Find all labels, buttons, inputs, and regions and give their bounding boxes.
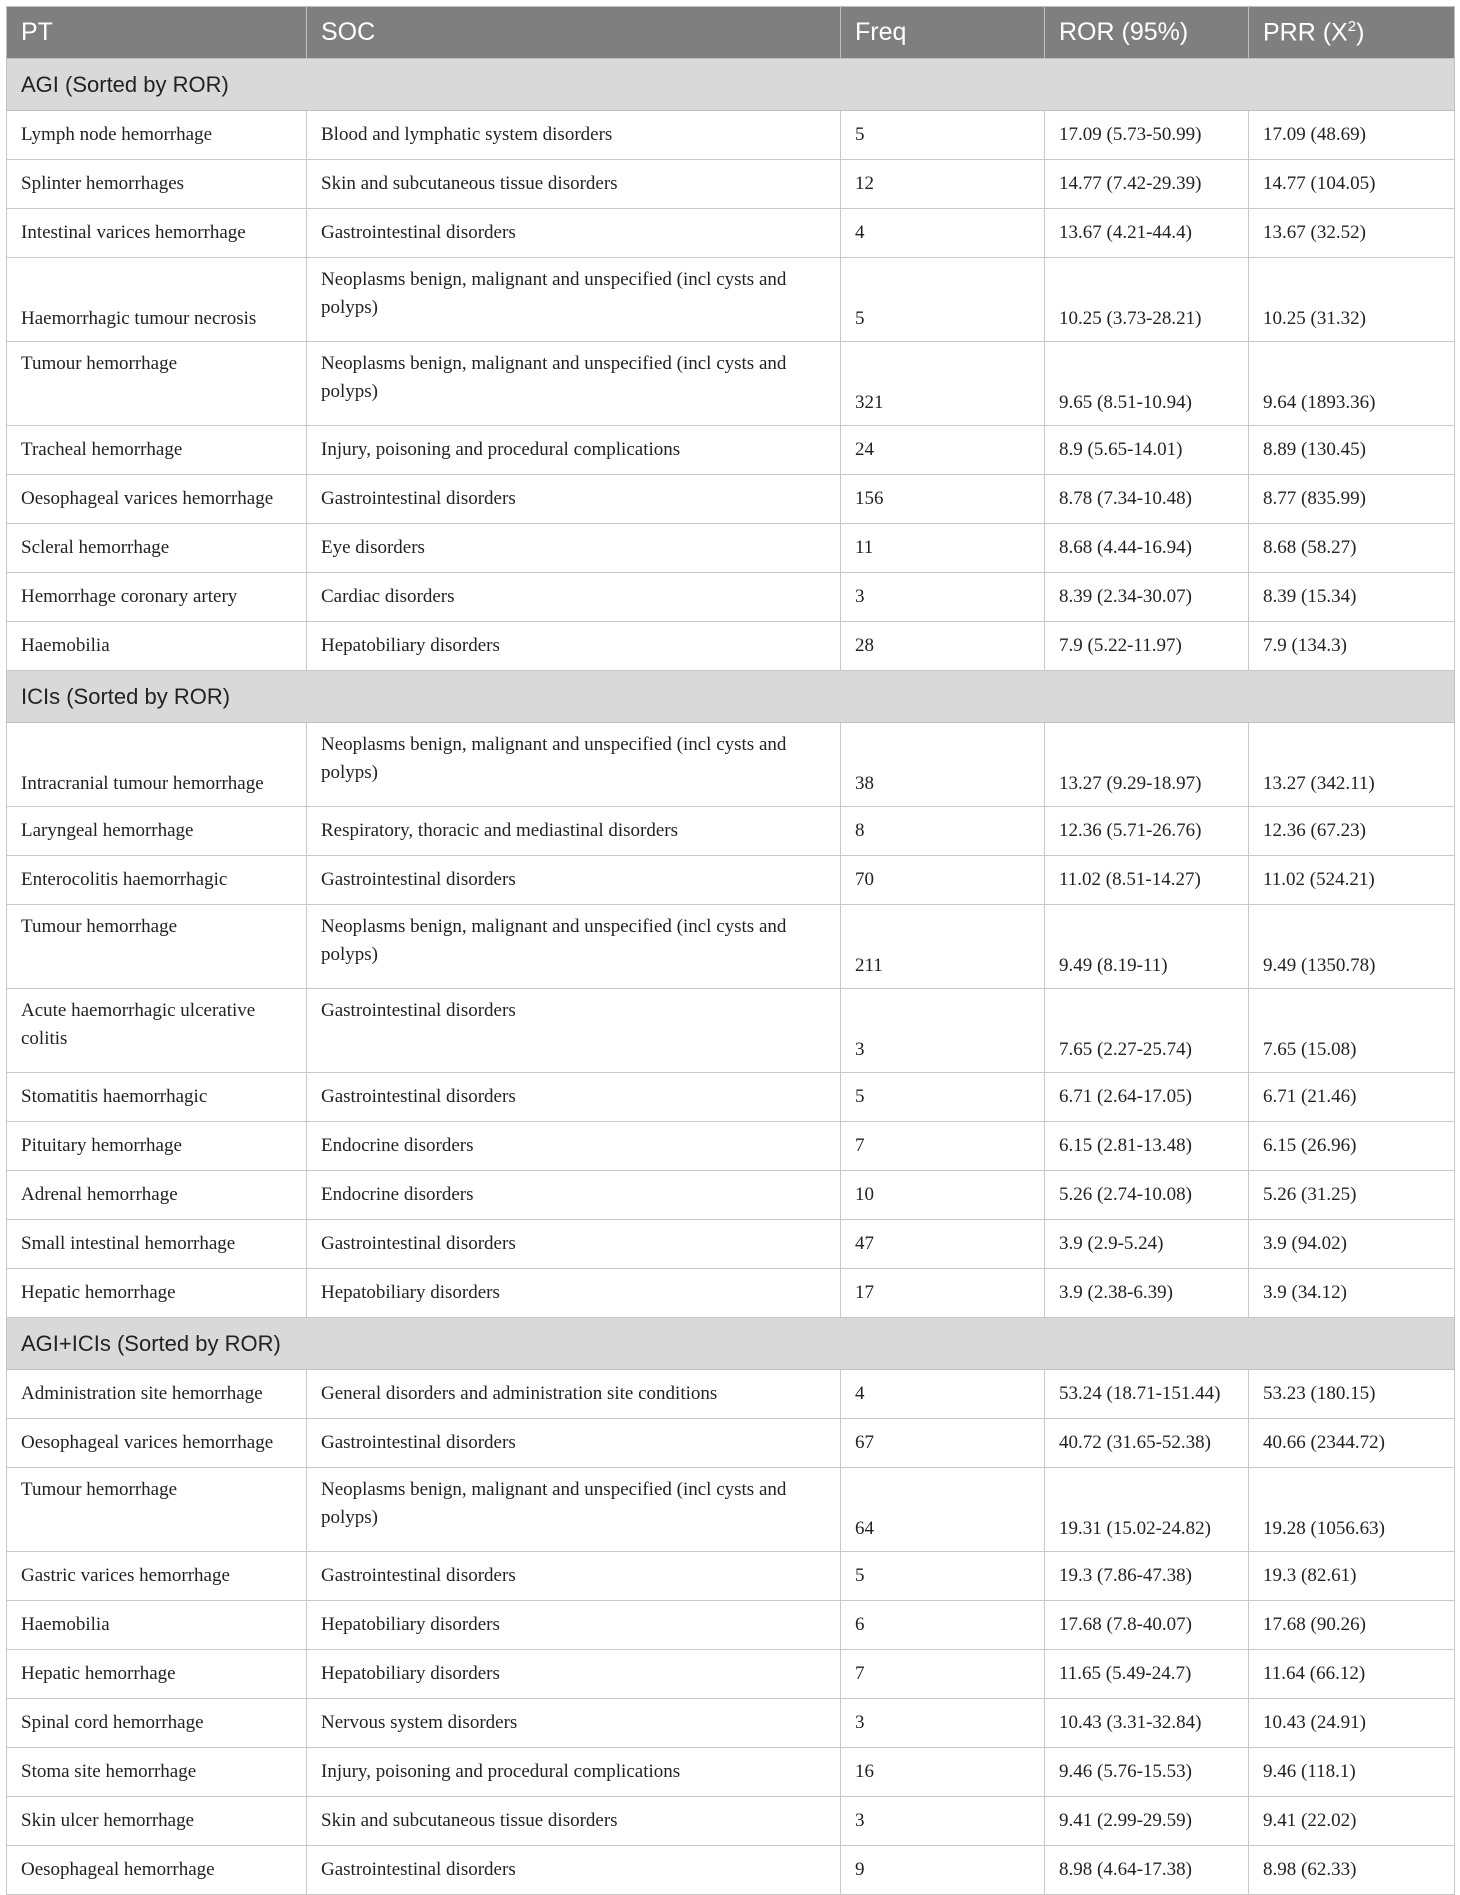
cell-prr: 17.09 (48.69)	[1249, 111, 1455, 160]
cell-pt: Laryngeal hemorrhage	[7, 807, 307, 856]
cell-ror: 9.41 (2.99-29.59)	[1045, 1797, 1249, 1846]
cell-soc: Injury, poisoning and procedural complications	[307, 1748, 841, 1797]
cell-pt: Haemobilia	[7, 622, 307, 671]
cell-freq: 17	[841, 1269, 1045, 1318]
header-prr-close: )	[1356, 18, 1365, 47]
table-row	[7, 1797, 1455, 1846]
cell-pt: Acute haemorrhagic ulcerative colitis	[7, 989, 307, 1073]
cell-freq: 211	[841, 905, 1045, 989]
cell-ror: 12.36 (5.71-26.76)	[1045, 807, 1249, 856]
cell-pt: Enterocolitis haemorrhagic	[7, 856, 307, 905]
cell-freq: 70	[841, 856, 1045, 905]
cell-ror: 40.72 (31.65-52.38)	[1045, 1419, 1249, 1468]
cell-ror: 7.65 (2.27-25.74)	[1045, 989, 1249, 1073]
cell-freq: 5	[841, 1073, 1045, 1122]
cell-freq: 24	[841, 426, 1045, 475]
cell-prr: 19.3 (82.61)	[1249, 1552, 1455, 1601]
table-row	[7, 1468, 1455, 1552]
cell-pt: Intestinal varices hemorrhage	[7, 209, 307, 258]
cell-pt: Adrenal hemorrhage	[7, 1171, 307, 1220]
cell-pt: Tracheal hemorrhage	[7, 426, 307, 475]
cell-prr: 9.64 (1893.36)	[1249, 342, 1455, 426]
table-row	[7, 1370, 1455, 1419]
header-prr	[1249, 7, 1455, 59]
cell-ror: 8.39 (2.34-30.07)	[1045, 573, 1249, 622]
cell-pt: Oesophageal varices hemorrhage	[7, 475, 307, 524]
cell-prr: 13.67 (32.52)	[1249, 209, 1455, 258]
cell-pt: Oesophageal hemorrhage	[7, 1846, 307, 1895]
table-row	[7, 1122, 1455, 1171]
cell-pt: Hemorrhage coronary artery	[7, 573, 307, 622]
table-row	[7, 622, 1455, 671]
cell-ror: 19.3 (7.86-47.38)	[1045, 1552, 1249, 1601]
cell-ror: 8.9 (5.65-14.01)	[1045, 426, 1249, 475]
cell-pt: Skin ulcer hemorrhage	[7, 1797, 307, 1846]
section-header-row	[7, 1318, 1455, 1370]
cell-ror: 3.9 (2.38-6.39)	[1045, 1269, 1249, 1318]
table-row	[7, 807, 1455, 856]
cell-ror: 8.78 (7.34-10.48)	[1045, 475, 1249, 524]
cell-soc: Neoplasms benign, malignant and unspecified (incl cysts and polyps)	[307, 1468, 841, 1552]
cell-prr: 19.28 (1056.63)	[1249, 1468, 1455, 1552]
table-row	[7, 1650, 1455, 1699]
cell-ror: 7.9 (5.22-11.97)	[1045, 622, 1249, 671]
cell-ror: 5.26 (2.74-10.08)	[1045, 1171, 1249, 1220]
cell-prr: 17.68 (90.26)	[1249, 1601, 1455, 1650]
cell-soc: Endocrine disorders	[307, 1122, 841, 1171]
header-prr-text: PRR (X	[1263, 18, 1348, 47]
cell-freq: 12	[841, 160, 1045, 209]
cell-freq: 9	[841, 1846, 1045, 1895]
cell-ror: 11.02 (8.51-14.27)	[1045, 856, 1249, 905]
cell-ror: 9.65 (8.51-10.94)	[1045, 342, 1249, 426]
cell-prr: 7.9 (134.3)	[1249, 622, 1455, 671]
section-title: AGI+ICIs (Sorted by ROR)	[7, 1318, 1455, 1370]
cell-pt: Tumour hemorrhage	[7, 342, 307, 426]
table-row	[7, 1073, 1455, 1122]
cell-pt: Hepatic hemorrhage	[7, 1269, 307, 1318]
table-row	[7, 524, 1455, 573]
table-row	[7, 1699, 1455, 1748]
cell-prr: 7.65 (15.08)	[1249, 989, 1455, 1073]
cell-soc: Neoplasms benign, malignant and unspecified (incl cysts and polyps)	[307, 723, 841, 807]
cell-ror: 6.15 (2.81-13.48)	[1045, 1122, 1249, 1171]
cell-soc: Gastrointestinal disorders	[307, 475, 841, 524]
cell-ror: 17.68 (7.8-40.07)	[1045, 1601, 1249, 1650]
cell-pt: Administration site hemorrhage	[7, 1370, 307, 1419]
table-row	[7, 111, 1455, 160]
cell-soc: General disorders and administration site conditions	[307, 1370, 841, 1419]
table-row	[7, 1269, 1455, 1318]
cell-soc: Endocrine disorders	[307, 1171, 841, 1220]
cell-freq: 16	[841, 1748, 1045, 1797]
cell-freq: 47	[841, 1220, 1045, 1269]
cell-pt: Scleral hemorrhage	[7, 524, 307, 573]
header-prr-superscript: 2	[1347, 17, 1357, 35]
cell-prr: 40.66 (2344.72)	[1249, 1419, 1455, 1468]
cell-ror: 10.43 (3.31-32.84)	[1045, 1699, 1249, 1748]
cell-prr: 13.27 (342.11)	[1249, 723, 1455, 807]
table-row	[7, 1419, 1455, 1468]
section-header-row	[7, 59, 1455, 111]
cell-prr: 8.77 (835.99)	[1249, 475, 1455, 524]
cell-freq: 28	[841, 622, 1045, 671]
cell-ror: 17.09 (5.73-50.99)	[1045, 111, 1249, 160]
cell-prr: 5.26 (31.25)	[1249, 1171, 1455, 1220]
cell-ror: 8.98 (4.64-17.38)	[1045, 1846, 1249, 1895]
cell-freq: 67	[841, 1419, 1045, 1468]
table-row	[7, 1601, 1455, 1650]
cell-ror: 13.67 (4.21-44.4)	[1045, 209, 1249, 258]
cell-soc: Hepatobiliary disorders	[307, 1650, 841, 1699]
cell-pt: Lymph node hemorrhage	[7, 111, 307, 160]
cell-prr: 3.9 (94.02)	[1249, 1220, 1455, 1269]
cell-freq: 5	[841, 111, 1045, 160]
table-row	[7, 342, 1455, 426]
cell-pt: Small intestinal hemorrhage	[7, 1220, 307, 1269]
cell-prr: 53.23 (180.15)	[1249, 1370, 1455, 1419]
table-body	[7, 59, 1455, 1895]
cell-freq: 4	[841, 1370, 1045, 1419]
table-row	[7, 905, 1455, 989]
table-row	[7, 1552, 1455, 1601]
cell-pt: Splinter hemorrhages	[7, 160, 307, 209]
cell-ror: 9.49 (8.19-11)	[1045, 905, 1249, 989]
table-row	[7, 475, 1455, 524]
cell-ror: 11.65 (5.49-24.7)	[1045, 1650, 1249, 1699]
cell-soc: Hepatobiliary disorders	[307, 1269, 841, 1318]
cell-prr: 12.36 (67.23)	[1249, 807, 1455, 856]
cell-pt: Pituitary hemorrhage	[7, 1122, 307, 1171]
cell-ror: 19.31 (15.02-24.82)	[1045, 1468, 1249, 1552]
cell-soc: Neoplasms benign, malignant and unspecified (incl cysts and polyps)	[307, 342, 841, 426]
cell-soc: Neoplasms benign, malignant and unspecified (incl cysts and polyps)	[307, 258, 841, 342]
table-row	[7, 1171, 1455, 1220]
cell-pt: Tumour hemorrhage	[7, 1468, 307, 1552]
cell-prr: 6.15 (26.96)	[1249, 1122, 1455, 1171]
cell-pt: Spinal cord hemorrhage	[7, 1699, 307, 1748]
cell-soc: Gastrointestinal disorders	[307, 989, 841, 1073]
cell-prr: 8.98 (62.33)	[1249, 1846, 1455, 1895]
header-row	[7, 7, 1455, 59]
cell-soc: Gastrointestinal disorders	[307, 209, 841, 258]
cell-pt: Stomatitis haemorrhagic	[7, 1073, 307, 1122]
table-row	[7, 1220, 1455, 1269]
cell-pt: Hepatic hemorrhage	[7, 1650, 307, 1699]
cell-freq: 64	[841, 1468, 1045, 1552]
cell-soc: Skin and subcutaneous tissue disorders	[307, 160, 841, 209]
cell-prr: 6.71 (21.46)	[1249, 1073, 1455, 1122]
table-row	[7, 1748, 1455, 1797]
cell-soc: Gastrointestinal disorders	[307, 1419, 841, 1468]
section-header-row	[7, 671, 1455, 723]
cell-prr: 10.25 (31.32)	[1249, 258, 1455, 342]
cell-soc: Gastrointestinal disorders	[307, 1846, 841, 1895]
cell-soc: Gastrointestinal disorders	[307, 1073, 841, 1122]
table-row	[7, 209, 1455, 258]
cell-prr: 14.77 (104.05)	[1249, 160, 1455, 209]
cell-soc: Injury, poisoning and procedural complications	[307, 426, 841, 475]
cell-soc: Gastrointestinal disorders	[307, 1552, 841, 1601]
cell-soc: Blood and lymphatic system disorders	[307, 111, 841, 160]
cell-ror: 3.9 (2.9-5.24)	[1045, 1220, 1249, 1269]
cell-soc: Cardiac disorders	[307, 573, 841, 622]
cell-prr: 8.89 (130.45)	[1249, 426, 1455, 475]
cell-soc: Skin and subcutaneous tissue disorders	[307, 1797, 841, 1846]
cell-pt: Intracranial tumour hemorrhage	[7, 723, 307, 807]
cell-freq: 321	[841, 342, 1045, 426]
cell-freq: 3	[841, 573, 1045, 622]
cell-ror: 6.71 (2.64-17.05)	[1045, 1073, 1249, 1122]
cell-freq: 7	[841, 1122, 1045, 1171]
header-ror: ROR (95%)	[1045, 7, 1249, 59]
cell-freq: 5	[841, 1552, 1045, 1601]
cell-soc: Nervous system disorders	[307, 1699, 841, 1748]
cell-soc: Neoplasms benign, malignant and unspecified (incl cysts and polyps)	[307, 905, 841, 989]
cell-prr: 9.49 (1350.78)	[1249, 905, 1455, 989]
cell-freq: 10	[841, 1171, 1045, 1220]
cell-freq: 3	[841, 1797, 1045, 1846]
cell-freq: 7	[841, 1650, 1045, 1699]
cell-prr: 8.39 (15.34)	[1249, 573, 1455, 622]
results-table-container	[6, 6, 1454, 1895]
cell-pt: Gastric varices hemorrhage	[7, 1552, 307, 1601]
cell-soc: Hepatobiliary disorders	[307, 1601, 841, 1650]
cell-soc: Gastrointestinal disorders	[307, 1220, 841, 1269]
table-row	[7, 160, 1455, 209]
cell-soc: Gastrointestinal disorders	[307, 856, 841, 905]
cell-freq: 156	[841, 475, 1045, 524]
cell-prr: 9.41 (22.02)	[1249, 1797, 1455, 1846]
cell-freq: 8	[841, 807, 1045, 856]
table-row	[7, 1846, 1455, 1895]
header-freq: Freq	[841, 7, 1045, 59]
cell-prr: 11.64 (66.12)	[1249, 1650, 1455, 1699]
cell-ror: 8.68 (4.44-16.94)	[1045, 524, 1249, 573]
table-row	[7, 723, 1455, 807]
section-title: ICIs (Sorted by ROR)	[7, 671, 1455, 723]
cell-soc: Hepatobiliary disorders	[307, 622, 841, 671]
cell-freq: 3	[841, 1699, 1045, 1748]
cell-pt: Oesophageal varices hemorrhage	[7, 1419, 307, 1468]
cell-pt: Tumour hemorrhage	[7, 905, 307, 989]
cell-soc: Eye disorders	[307, 524, 841, 573]
cell-ror: 13.27 (9.29-18.97)	[1045, 723, 1249, 807]
cell-prr: 8.68 (58.27)	[1249, 524, 1455, 573]
cell-ror: 14.77 (7.42-29.39)	[1045, 160, 1249, 209]
table-row	[7, 573, 1455, 622]
cell-freq: 4	[841, 209, 1045, 258]
cell-freq: 3	[841, 989, 1045, 1073]
signal-table	[6, 6, 1455, 1895]
cell-prr: 10.43 (24.91)	[1249, 1699, 1455, 1748]
table-row	[7, 989, 1455, 1073]
header-pt: PT	[7, 7, 307, 59]
cell-soc: Respiratory, thoracic and mediastinal disorders	[307, 807, 841, 856]
cell-freq: 11	[841, 524, 1045, 573]
header-soc: SOC	[307, 7, 841, 59]
section-title: AGI (Sorted by ROR)	[7, 59, 1455, 111]
cell-freq: 38	[841, 723, 1045, 807]
table-row	[7, 258, 1455, 342]
cell-ror: 10.25 (3.73-28.21)	[1045, 258, 1249, 342]
cell-ror: 53.24 (18.71-151.44)	[1045, 1370, 1249, 1419]
cell-freq: 6	[841, 1601, 1045, 1650]
cell-pt: Stoma site hemorrhage	[7, 1748, 307, 1797]
cell-pt: Haemobilia	[7, 1601, 307, 1650]
cell-prr: 9.46 (118.1)	[1249, 1748, 1455, 1797]
table-row	[7, 856, 1455, 905]
cell-prr: 11.02 (524.21)	[1249, 856, 1455, 905]
cell-prr: 3.9 (34.12)	[1249, 1269, 1455, 1318]
table-row	[7, 426, 1455, 475]
cell-ror: 9.46 (5.76-15.53)	[1045, 1748, 1249, 1797]
cell-pt: Haemorrhagic tumour necrosis	[7, 258, 307, 342]
cell-freq: 5	[841, 258, 1045, 342]
